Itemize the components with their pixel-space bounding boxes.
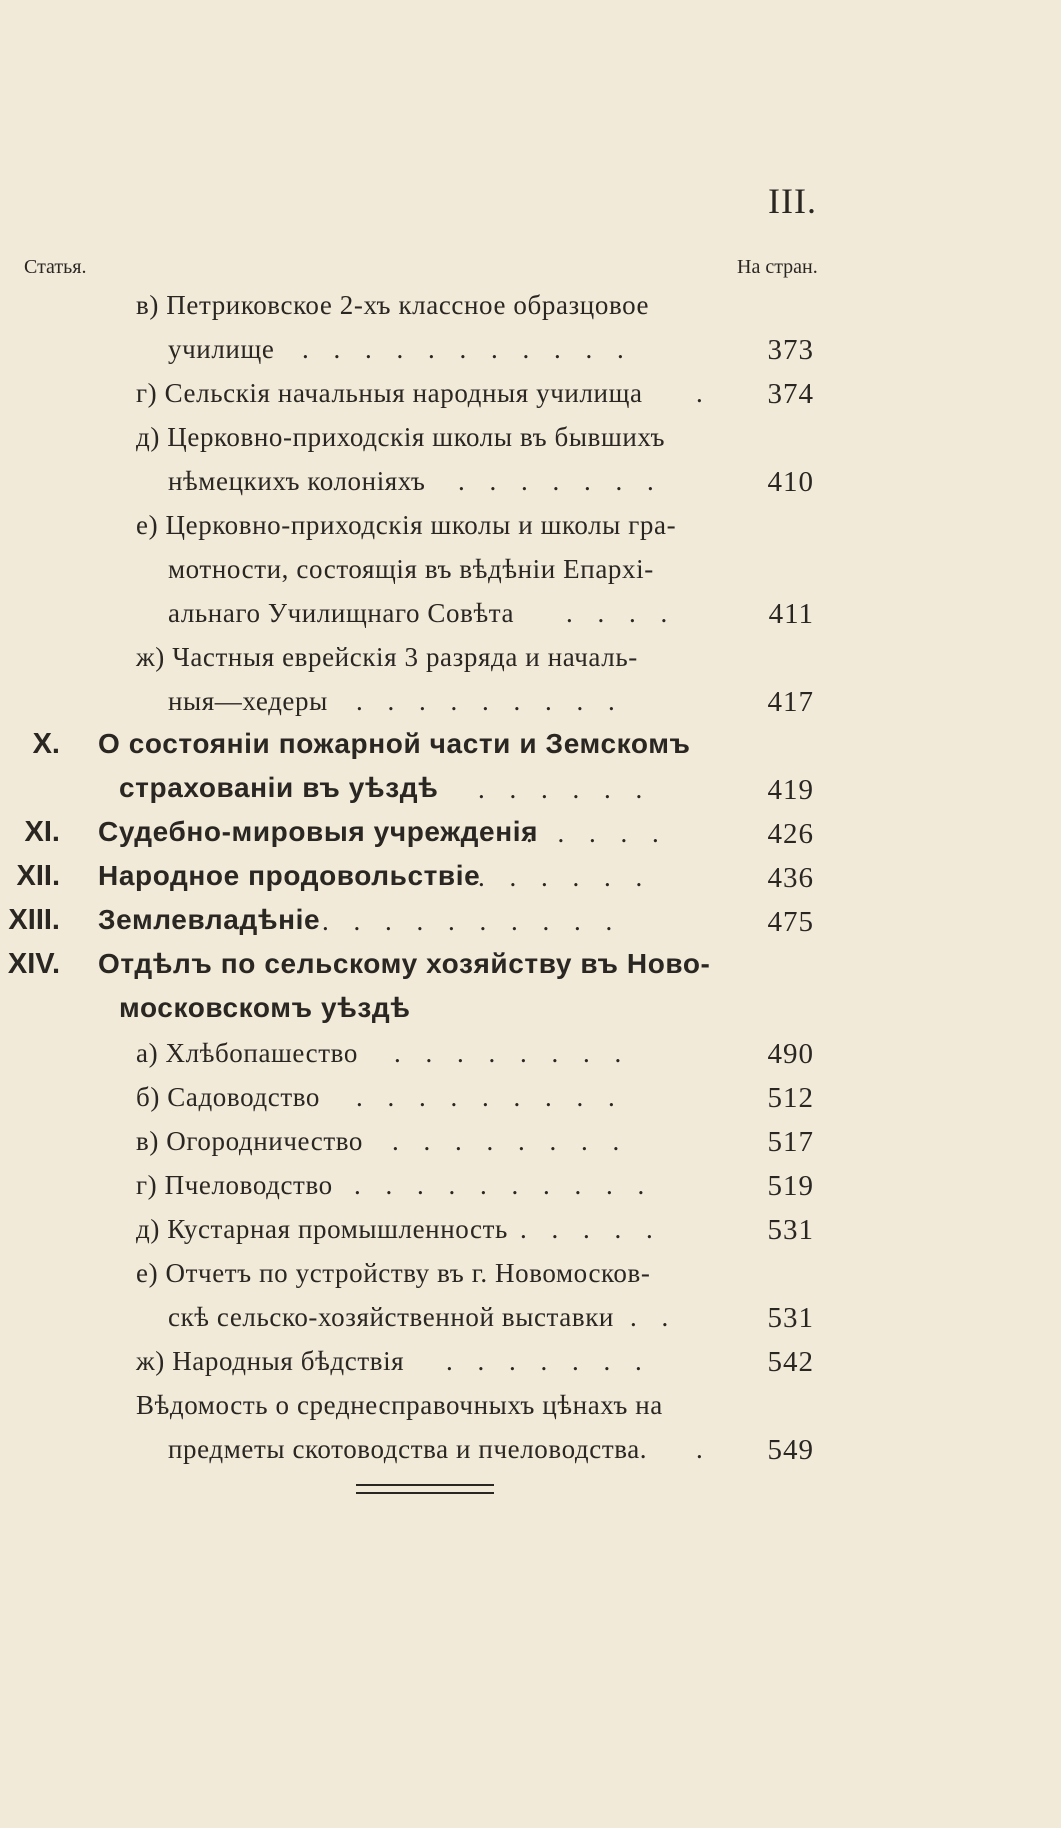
toc-line — [0, 286, 1061, 330]
toc-line — [0, 858, 1061, 902]
toc-leader-dots: . . . . . . . . . . — [354, 1170, 654, 1200]
table-of-contents — [0, 286, 1061, 1474]
toc-leader-dots: . . . . . . . — [446, 1346, 651, 1376]
toc-page-number: 374 — [767, 378, 814, 410]
toc-entry-text: Вѣдомость о среднесправочныхъ цѣнахъ на — [136, 1390, 663, 1420]
toc-line — [0, 638, 1061, 682]
toc-entry-text: в) Петриковское 2-хъ классное образцовое — [136, 290, 650, 320]
section-numeral: XIII. — [8, 904, 60, 936]
toc-page-number: 531 — [767, 1214, 814, 1246]
toc-line — [0, 550, 1061, 594]
toc-page-number: 512 — [767, 1082, 814, 1114]
toc-page-number: 373 — [767, 334, 814, 366]
toc-leader-dots: . . . . . . . . — [394, 1038, 631, 1068]
toc-line — [0, 594, 1061, 638]
toc-section-heading: страхованіи въ уѣздѣ — [119, 772, 439, 803]
toc-entry-text: д) Церковно-приходскія школы въ бывшихъ — [136, 422, 666, 452]
toc-entry-text: г) Пчеловодство — [136, 1170, 333, 1200]
toc-line — [0, 1430, 1061, 1474]
toc-line — [0, 814, 1061, 858]
toc-page-number: 519 — [767, 1170, 814, 1202]
toc-line — [0, 1078, 1061, 1122]
toc-line — [0, 506, 1061, 550]
toc-leader-dots: . — [696, 378, 712, 408]
section-numeral: X. — [32, 728, 60, 760]
toc-section-heading: Судебно-мировыя учрежденія — [98, 816, 539, 847]
toc-entry-text: е) Отчетъ по устройству въ г. Новомосков- — [136, 1258, 651, 1288]
toc-page-number: 531 — [767, 1302, 814, 1334]
toc-section-heading: московскомъ уѣздѣ — [119, 992, 411, 1023]
toc-entry-text: в) Огородничество — [136, 1126, 364, 1156]
toc-section-heading: Землевладѣніе — [98, 904, 321, 935]
toc-entry-text: б) Садоводство — [136, 1082, 320, 1112]
toc-entry-text: предметы скотоводства и пчеловодства. — [168, 1434, 648, 1464]
section-numeral: XIV. — [7, 948, 60, 980]
toc-leader-dots: . . . . . — [526, 818, 668, 848]
toc-page-number: 490 — [767, 1038, 814, 1070]
toc-leader-dots: . . . . . . — [478, 774, 652, 804]
toc-section-heading: Отдѣлъ по сельскому хозяйству въ Ново- — [98, 948, 711, 979]
toc-line — [0, 374, 1061, 418]
toc-leader-dots: . . . . . . . . . . — [322, 906, 622, 936]
toc-page-number: 419 — [767, 774, 814, 806]
toc-line — [0, 682, 1061, 726]
toc-line — [0, 770, 1061, 814]
toc-page-number: 411 — [768, 598, 814, 630]
toc-page-number: 426 — [767, 818, 814, 850]
closing-rule-top — [356, 1484, 494, 1486]
toc-line — [0, 1122, 1061, 1166]
toc-page-number: 410 — [767, 466, 814, 498]
toc-leader-dots: . . . . . . . — [458, 466, 663, 496]
toc-line — [0, 902, 1061, 946]
toc-line — [0, 990, 1061, 1034]
toc-line — [0, 946, 1061, 990]
toc-line — [0, 1298, 1061, 1342]
toc-page-number: 436 — [767, 862, 814, 894]
toc-line — [0, 1166, 1061, 1210]
toc-leader-dots: . . . . . . . . — [392, 1126, 629, 1156]
toc-page-number: 517 — [767, 1126, 814, 1158]
toc-entry-text: д) Кустарная промышленность — [136, 1214, 508, 1244]
toc-entry-text: училище — [168, 334, 275, 364]
toc-entry-text: скѣ сельско-хозяйственной выставки — [168, 1302, 614, 1332]
toc-line — [0, 726, 1061, 770]
toc-line — [0, 1034, 1061, 1078]
toc-leader-dots: . . . . — [566, 598, 677, 628]
toc-entry-text: а) Хлѣбопашество — [136, 1038, 358, 1068]
toc-entry-text: ныя—хедеры — [168, 686, 328, 716]
toc-entry-text: е) Церковно-приходскія школы и школы гра- — [136, 510, 677, 540]
section-numeral: XII. — [16, 860, 60, 892]
toc-section-heading: О состояніи пожарной части и Земскомъ — [98, 728, 691, 759]
toc-line — [0, 418, 1061, 462]
toc-line — [0, 1210, 1061, 1254]
toc-entry-text: ж) Народныя бѣдствія — [136, 1346, 405, 1376]
toc-entry-text: нѣмецкихъ колоніяхъ — [168, 466, 426, 496]
toc-leader-dots: . . — [630, 1302, 678, 1332]
closing-rule-bottom — [356, 1492, 494, 1494]
toc-entry-text: г) Сельскія начальныя народныя училища — [136, 378, 643, 408]
toc-line — [0, 462, 1061, 506]
toc-leader-dots: . . . . . — [520, 1214, 662, 1244]
toc-entry-text: ж) Частныя еврейскія 3 разряда и началь- — [136, 642, 638, 672]
toc-leader-dots: . . . . . . — [478, 862, 652, 892]
page-number: III. — [768, 181, 817, 221]
toc-page-number: 475 — [767, 906, 814, 938]
column-header-page: На стран. — [737, 256, 818, 278]
toc-page-number: 542 — [767, 1346, 814, 1378]
toc-line — [0, 1386, 1061, 1430]
toc-line — [0, 330, 1061, 374]
toc-leader-dots: . . . . . . . . . — [356, 686, 624, 716]
toc-leader-dots: . — [696, 1434, 712, 1464]
toc-entry-text: альнаго Училищнаго Совѣта — [168, 598, 515, 628]
toc-section-heading: Народное продовольствіе — [98, 860, 481, 891]
toc-leader-dots: . . . . . . . . . — [356, 1082, 624, 1112]
toc-page-number: 549 — [767, 1434, 814, 1466]
column-header-article: Статья. — [24, 256, 87, 278]
toc-line — [0, 1342, 1061, 1386]
toc-page-number: 417 — [767, 686, 814, 718]
section-numeral: XI. — [24, 816, 60, 848]
toc-leader-dots: . . . . . . . . . . . — [302, 334, 633, 364]
toc-line — [0, 1254, 1061, 1298]
toc-entry-text: мотности, состоящія въ вѣдѣніи Епархі- — [168, 554, 654, 584]
